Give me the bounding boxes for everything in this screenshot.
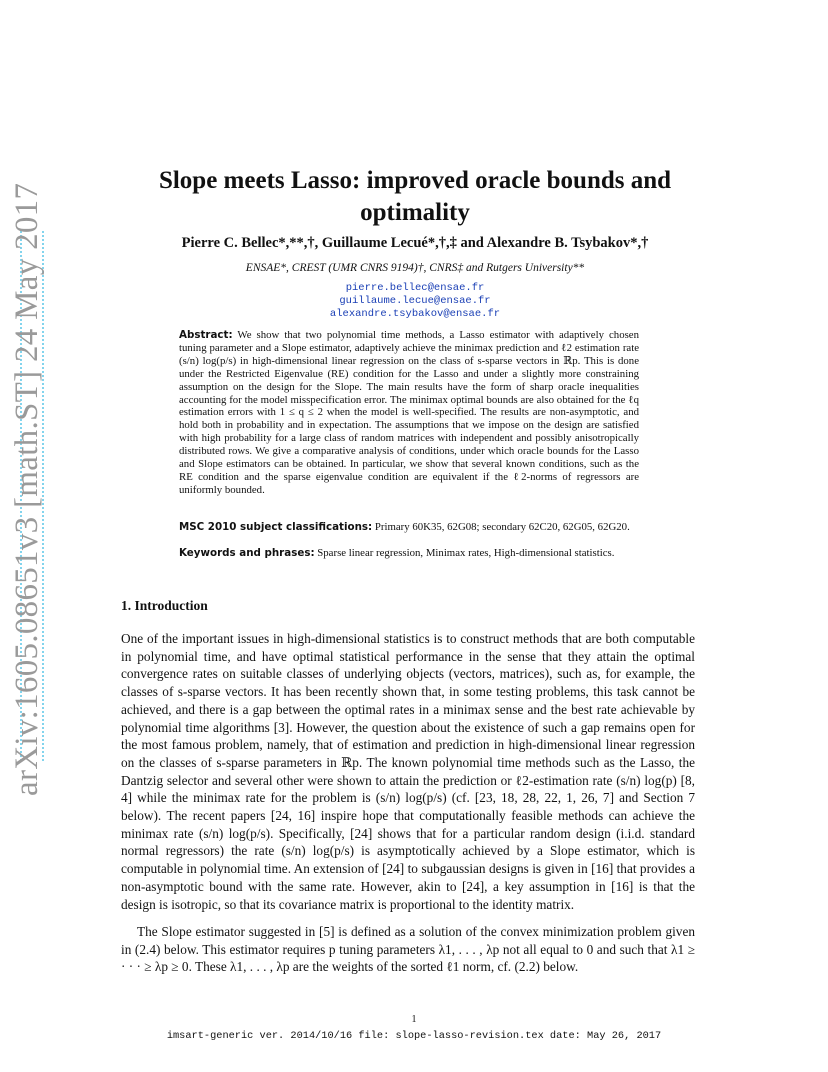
- email-link-2[interactable]: guillaume.lecue@ensae.fr: [339, 295, 491, 307]
- abstract-label: Abstract:: [179, 329, 233, 341]
- msc-label: MSC 2010 subject classifications:: [179, 521, 373, 533]
- msc-classifications: [179, 521, 639, 534]
- section-heading: 1. Introduction: [121, 598, 208, 613]
- affiliations: ENSAE*, CREST (UMR CNRS 9194)†, CNRS‡ and Rutgers University**: [245, 262, 585, 274]
- footer-metadata: imsart-generic ver. 2014/10/16 file: slope-lasso-revision.tex date: May 26, 2017: [166, 1030, 662, 1042]
- email-link-1[interactable]: pierre.bellec@ensae.fr: [345, 282, 485, 294]
- paper-title-line1: Slope meets Lasso: improved oracle bounds and: [158, 167, 672, 194]
- abstract: [179, 329, 639, 497]
- authors: Pierre C. Bellec*,**,†, Guillaume Lecué*,†,‡ and Alexandre B. Tsybakov*,†: [181, 235, 649, 251]
- abstract-text: We show that two polynomial time methods, a Lasso estimator with adaptively chosen tuning parameter and a Slope estimator, adaptively achieve the minimax prediction and ℓ2 estimation rate (s/n) log(p/s) in high-dimensional linear regression on the class of s-sparse vectors in ℝp. This is done under the Restricted Eigenvalue (RE) condition for the Lasso and under a slightly more constraining assumption on the design for the Slope. The main results have the form of sharp oracle inequalities accounting for the model misspecification error. The minimax optimal bounds are also obtained for the ℓq estimation errors with 1 ≤ q ≤ 2 when the model is well-specified. The results are non-asymptotic, and hold both in probability and in expectation. The assumptions that we impose on the design are satisfied with high probability for a large class of random matrices with independent and possibly anisotropically distributed rows. We give a comparative analysis of conditions, under which oracle bounds for the Lasso and Slope estimators can be obtained. In particular, we show that several known conditions, such as the RE condition and the sparse eigenvalue condition are equivalent if the ℓ2-norms of regressors are uniformly bounded.: [179, 329, 639, 496]
- keywords-text: Sparse linear regression, Minimax rates, High-dimensional statistics.: [317, 547, 615, 559]
- intro-paragraph-2: The Slope estimator suggested in [5] is defined as a solution of the convex minimization problem given in (2.4) below. This estimator requires p tuning parameters λ1, . . . , λp not all equal to 0 and such that λ1 ≥ · · · ≥ λp ≥ 0. These λ1, . . . , λp are the weights of the sorted ℓ1 norm, cf. (2.2) below.: [121, 924, 695, 975]
- email-link-3[interactable]: alexandre.tsybakov@ensae.fr: [329, 308, 501, 320]
- msc-text: Primary 60K35, 62G08; secondary 62C20, 62G05, 62G20.: [374, 521, 630, 533]
- paper-title-line2: optimality: [360, 199, 470, 226]
- page-number: 1: [411, 1014, 417, 1025]
- keywords: [179, 547, 639, 560]
- keywords-label: Keywords and phrases:: [179, 547, 315, 559]
- arxiv-stamp: arXiv:1605.08651v3 [math.ST] 24 May 2017: [9, 182, 45, 796]
- intro-paragraph-1: One of the important issues in high-dimensional statistics is to construct methods that are both computable in polynomial time, and have optimal statistical performance in the sense that they attain the optimal convergence rates on suitable classes of underlying objects (vectors, matrices), such as, for example, the classes of s-sparse vectors. It has been recently shown that, in some testing problems, this task cannot be achieved, and there is a gap between the optimal rates in a minimax sense and the best rate achievable by polynomial time algorithms [3]. However, the question about the existence of such a gap remains open for the most famous problem, namely, that of estimation and prediction in high-dimensional linear regression on the classes of s-sparse parameters in ℝp. The known polynomial time methods such as the Lasso, the Dantzig selector and several other were shown to attain the prediction or ℓ2-estimation rate (s/n) log(p) [8, 4] while the minimax rate for the problem is (s/n) log(p/s) (cf. [23, 18, 28, 22, 1, 26, 7] and Section 7 below). The recent papers [24, 16] inspire hope that computationally feasible methods can achieve the minimax rate (s/n) log(p/s). Specifically, [24] shows that for a particular random design (i.i.d. standard normal regressors) the rate (s/n) log(p/s) is asymptotically achieved by a Slope estimator, which is computable in polynomial time. An extension of [24] to subgaussian designs is given in [16] that provides a non-asymptotic bound with the same rate. However, akin to [24], a key assumption in [16] is that the design is isotropic, so that its covariance matrix is proportional to the identity matrix.: [121, 631, 695, 912]
